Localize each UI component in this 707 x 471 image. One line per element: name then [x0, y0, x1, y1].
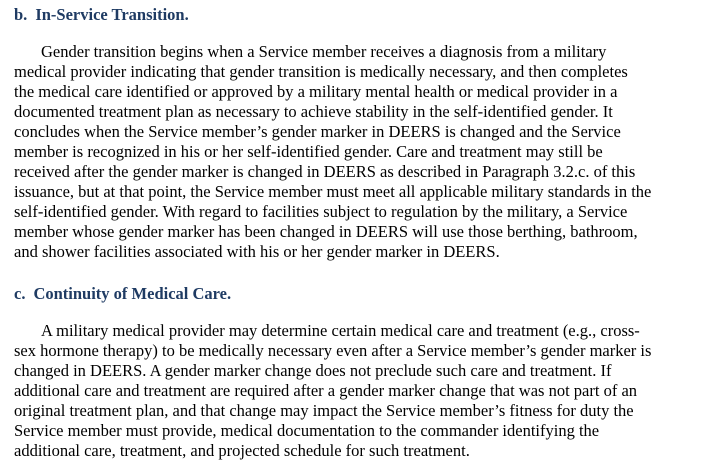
paragraph-line: A military medical provider may determine certain medical care and treatment (e.g., cross-	[41, 321, 640, 340]
section-b-title: In-Service Transition.	[35, 5, 189, 24]
section-c-heading	[14, 284, 231, 304]
paragraph-line: documented treatment plan as necessary to achieve stability in the self-identified gender. It	[14, 102, 613, 121]
paragraph-line: member whose gender marker has been changed in DEERS will use those berthing, bathroom,	[14, 222, 638, 241]
paragraph-line: medical provider indicating that gender transition is medically necessary, and then completes	[14, 62, 628, 81]
paragraph-line: concludes when the Service member’s gender marker in DEERS is changed and the Service	[14, 122, 621, 141]
paragraph-line: sex hormone therapy) to be medically necessary even after a Service member’s gender marker is	[14, 341, 652, 360]
paragraph-line: Service member must provide, medical documentation to the commander identifying the	[14, 421, 600, 440]
section-b-number: b.	[14, 5, 28, 24]
section-b-heading	[14, 5, 189, 25]
section-c-number: c.	[14, 284, 26, 303]
paragraph-line: additional care and treatment are required after a gender marker change that was not part of an	[14, 381, 638, 400]
section-b-paragraph	[14, 42, 704, 262]
section-c-paragraph	[14, 321, 704, 461]
paragraph-line: the medical care identified or approved by a military mental health or medical provider in a	[14, 82, 618, 101]
paragraph-line: member is recognized in his or her self-identified gender. Care and treatment may still be	[14, 142, 603, 161]
paragraph-line: received after the gender marker is changed in DEERS as described in Paragraph 3.2.c. of this	[14, 162, 636, 181]
section-c-title: Continuity of Medical Care.	[33, 284, 232, 303]
paragraph-line: issuance, but at that point, the Service member must meet all applicable military standards in the	[14, 182, 652, 201]
paragraph-line: and shower facilities associated with his or her gender marker in DEERS.	[14, 242, 500, 261]
paragraph-line: original treatment plan, and that change may impact the Service member’s fitness for duty the	[14, 401, 634, 420]
paragraph-line: changed in DEERS. A gender marker change does not preclude such care and treatment. If	[14, 361, 612, 380]
paragraph-line: additional care, treatment, and projected schedule for such treatment.	[14, 441, 470, 460]
paragraph-line: Gender transition begins when a Service member receives a diagnosis from a military	[41, 42, 607, 61]
paragraph-line: self-identified gender. With regard to facilities subject to regulation by the military, a Service	[14, 202, 628, 221]
